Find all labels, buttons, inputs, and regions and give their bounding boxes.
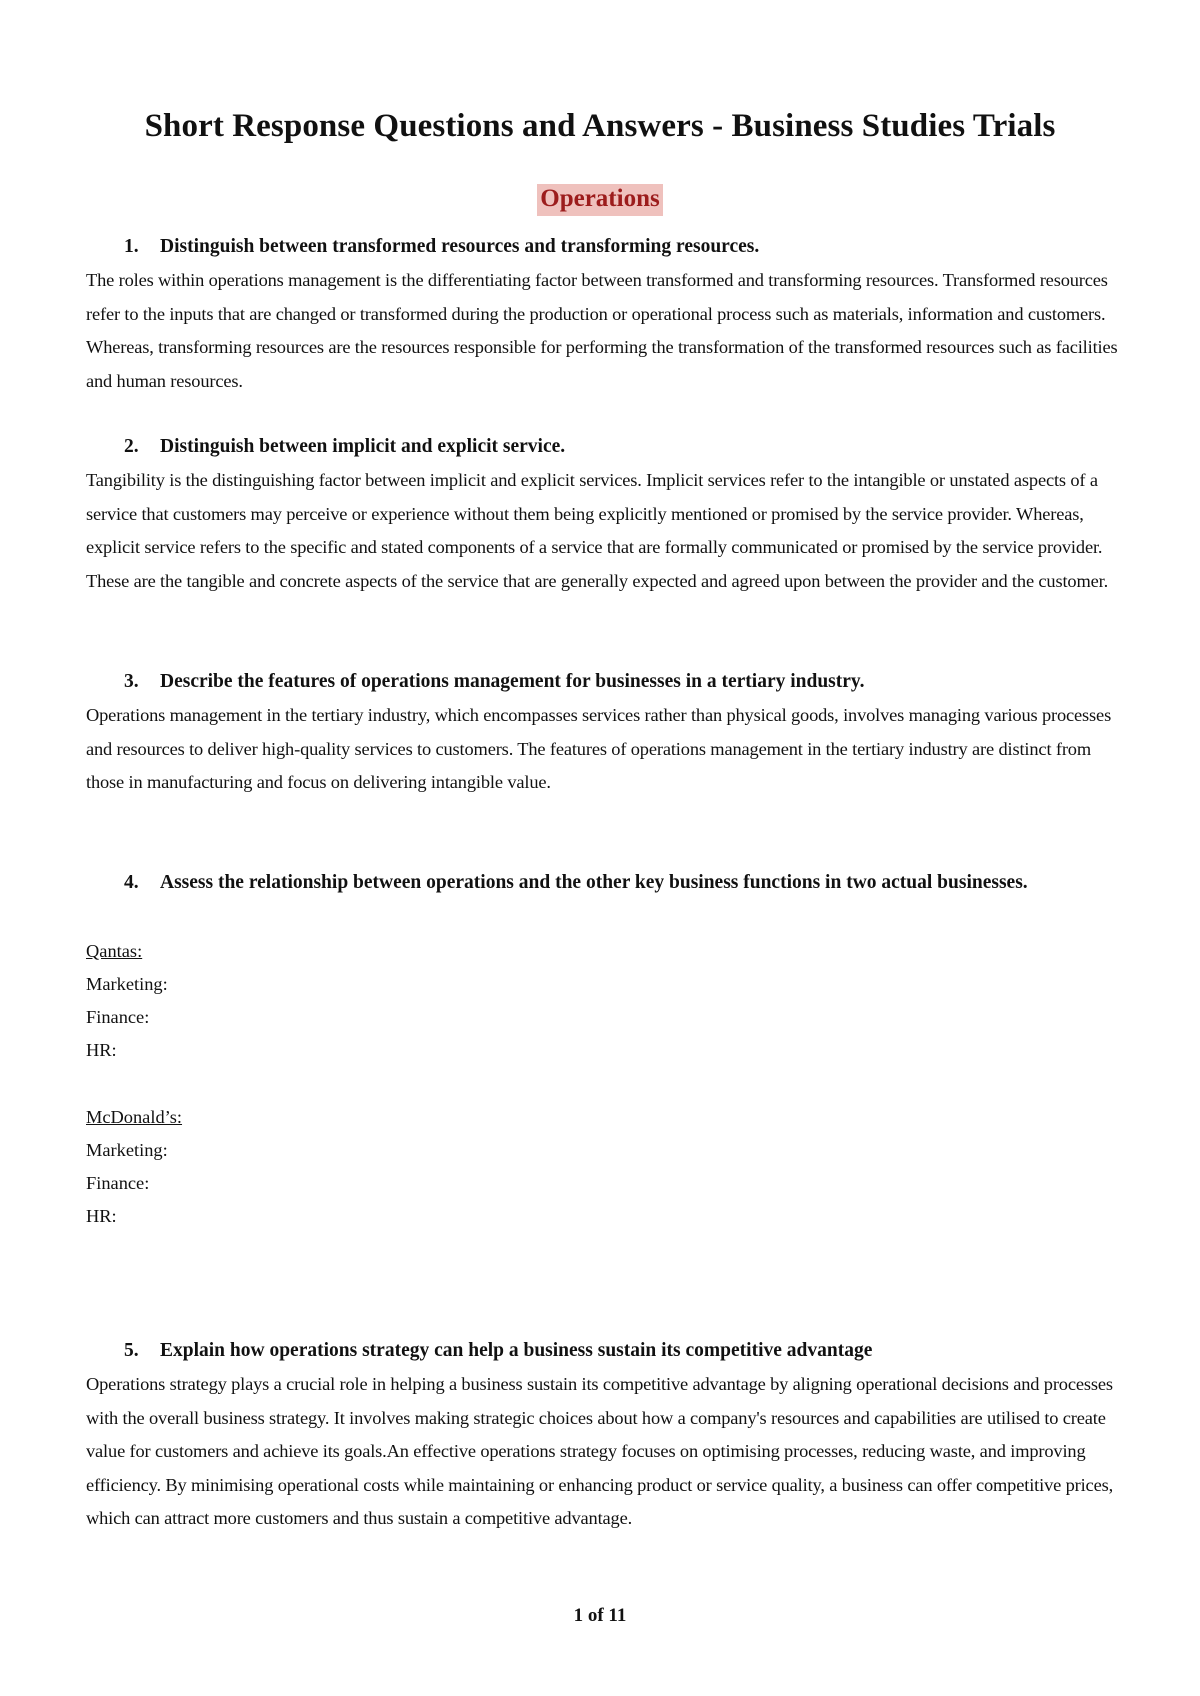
question-text: Explain how operations strategy can help a business sustain its competitive advantage — [160, 1340, 873, 1361]
page-number: 1 of 11 — [573, 1605, 627, 1626]
question-text: Distinguish between implicit and explicit service. — [160, 436, 566, 457]
qantas-finance-label: Finance: — [86, 1007, 150, 1027]
qantas-hr-label: HR: — [86, 1040, 117, 1060]
question-number: 1. — [124, 236, 139, 257]
question-number: 4. — [124, 872, 139, 893]
mcdonalds-finance-label: Finance: — [86, 1173, 150, 1193]
business-name-qantas: Qantas: — [86, 941, 143, 961]
document-title: Short Response Questions and Answers - Business Studies Trials — [144, 108, 1056, 144]
question-text: Describe the features of operations management for businesses in a tertiary industry. — [160, 671, 865, 692]
answer-text: Operations strategy plays a crucial role in helping a business sustain its competitive advantage by aligning operational decisions and processes with the overall business strategy. It involves making strategic choices about how a company's resources and capabilities are utilised to create value for customers and achieve its goals.An effective operations strategy focuses on optimising processes, reducing waste, and improving efficiency. By minimising operational costs while maintaining or enhancing product or service quality, a business can offer competitive prices, which can attract more customers and thus sustain a competitive advantage. — [86, 1374, 1114, 1529]
question-1 — [124, 230, 1060, 264]
answer-text: Operations management in the tertiary industry, which encompasses services rather than physical goods, involves managing various processes and resources to deliver high-quality services to customers. The features of operations management in the tertiary industry are distinct from those in manufacturing and focus on delivering intangible value. — [86, 705, 1112, 793]
question-text: Assess the relationship between operations and the other key business functions in two actual businesses. — [160, 872, 1028, 893]
business-name-mcdonalds: McDonald’s: — [86, 1107, 183, 1127]
question-number: 3. — [124, 671, 139, 692]
question-2 — [124, 430, 1060, 464]
question-number: 2. — [124, 436, 139, 457]
section-heading-wrap — [0, 184, 1200, 216]
answer-text: Tangibility is the distinguishing factor between implicit and explicit services. Implicit services refer to the intangible or unstated aspects of a service that customers may perceive or experience without them being explicitly mentioned or promised by the service provider. Whereas, explicit service refers to the specific and stated components of a service that are formally communicated or promised by the service provider. These are the tangible and concrete aspects of the service that are generally expected and agreed upon between the provider and the customer. — [86, 470, 1109, 591]
question-number: 5. — [124, 1340, 139, 1361]
question-5 — [124, 1334, 1060, 1368]
answer-text: The roles within operations management is the differentiating factor between transformed and transforming resources. Transformed resources refer to the inputs that are changed or transformed during the production or operational process such as materials, information and customers. Whereas, transforming resources are the resources responsible for performing the transformation of the transformed resources such as facilities and human resources. — [86, 270, 1118, 391]
mcdonalds-hr-label: HR: — [86, 1206, 117, 1226]
question-text: Distinguish between transformed resources and transforming resources. — [160, 236, 760, 257]
section-heading: Operations — [537, 184, 662, 216]
mcdonalds-marketing-label: Marketing: — [86, 1140, 168, 1160]
answer-3 — [86, 699, 1126, 800]
answer-1 — [86, 264, 1126, 398]
question-3 — [124, 665, 1060, 699]
answer-5 — [86, 1368, 1126, 1536]
question-4 — [124, 866, 1060, 900]
qantas-marketing-label: Marketing: — [86, 974, 168, 994]
answer-2 — [86, 464, 1126, 598]
